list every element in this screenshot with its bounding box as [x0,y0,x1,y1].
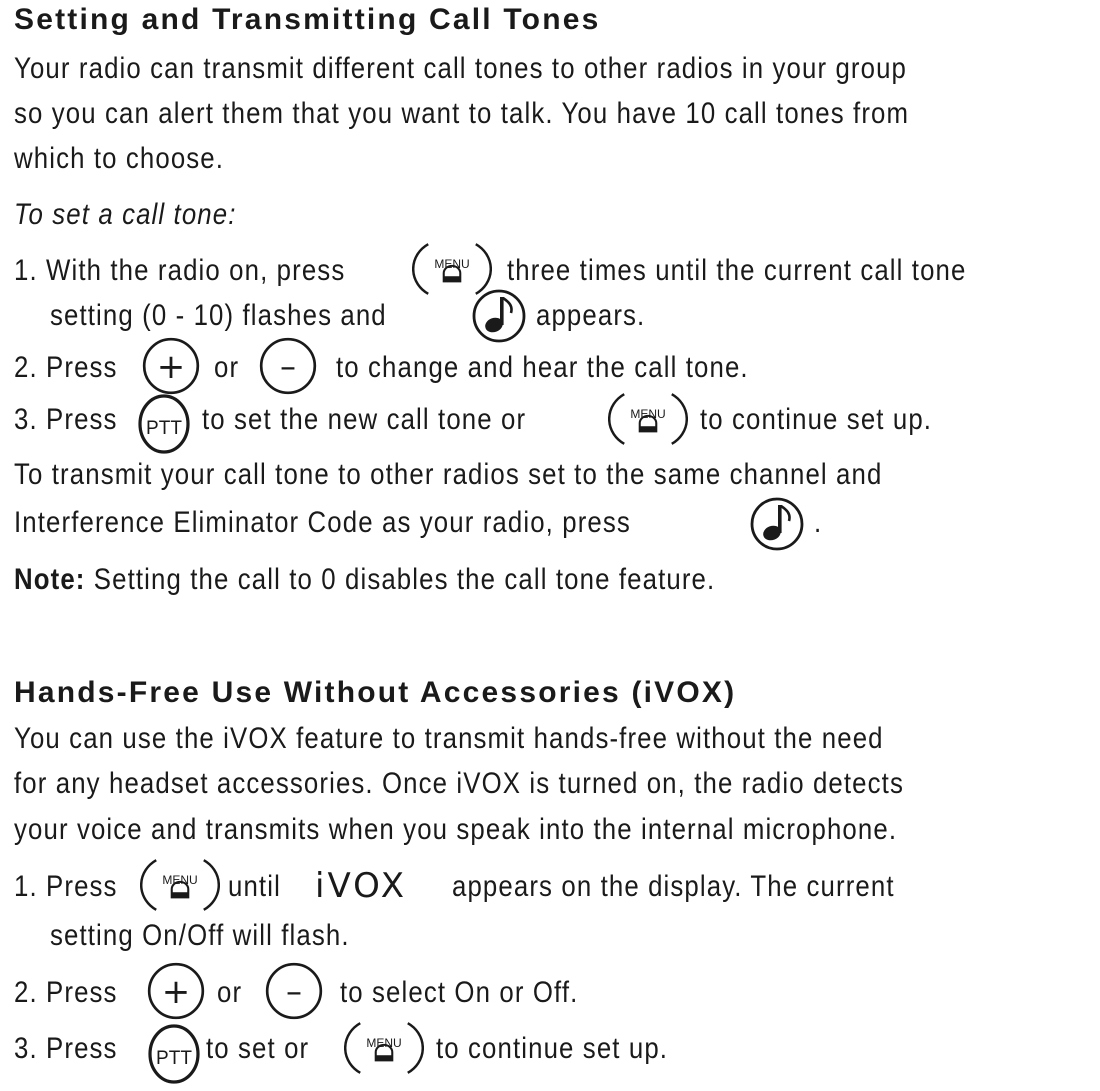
ivox-intro-line-2: for any headset accessories. Once iVOX is turned on, the radio detects [14,767,904,800]
transmit-call-tone-period: . [814,506,823,539]
ptt-button-icon [143,1022,205,1086]
note-line [14,562,715,598]
minus-button-icon [255,337,321,395]
ivox-step-1-text-a: 1. Press [14,870,118,903]
ivox-step-2-text-c: to select On or Off. [340,976,579,1009]
ivox-step-2-or: or [217,976,243,1009]
call-tone-step-2-text-c: to change and hear the call tone. [336,351,749,384]
transmit-call-tone-line-1: To transmit your call tone to other radios set to the same channel and [14,458,883,491]
plus-icon-label: + [156,347,186,387]
note-label: Note: [14,563,86,596]
section-title-call-tones: Setting and Transmitting Call Tones [14,3,601,36]
menu-icon-label: MENU [162,873,198,887]
call-tones-intro-line-2: so you can alert them that you want to talk. You have 10 call tones from [14,97,910,130]
call-tone-step-1-text-d: appears. [536,299,646,332]
call-tones-intro-line-3: which to choose. [14,142,225,175]
section-title-ivox: Hands-Free Use Without Accessories (iVOX) [14,676,737,709]
ivox-step-1-text-d: setting On/Off will flash. [50,919,350,952]
plus-button-icon [138,337,204,395]
ivox-display-text: iVOX [315,866,407,906]
call-tone-step-2-or: or [214,351,240,384]
ivox-step-1-text-c: appears on the display. The current [452,870,895,903]
plus-icon-label: + [161,972,191,1012]
minus-button-icon [261,962,327,1020]
call-tone-step-3-text-a: 3. Press [14,403,118,436]
ivox-step-2-text-a: 2. Press [14,976,118,1009]
ivox-intro-line-1: You can use the iVOX feature to transmit hands-free without the need [14,722,884,755]
call-tone-step-3-text-c: to continue set up. [700,403,933,436]
ivox-step-3-text-b: to set or [206,1032,310,1065]
call-tone-step-2-text-a: 2. Press [14,351,118,384]
menu-icon-label: MENU [434,257,470,271]
menu-icon-label: MENU [366,1036,402,1050]
call-tone-note-icon [466,288,532,344]
menu-icon-label: MENU [630,407,666,421]
ptt-icon-label: PTT [146,418,182,439]
transmit-call-tone-line-2: Interference Eliminator Code as your radio, press [14,506,631,539]
call-tone-step-3-text-b: to set the new call tone or [202,403,527,436]
call-tones-intro-line-1: Your radio can transmit different call tones to other radios in your group [14,52,908,85]
minus-icon-label: – [286,972,302,1010]
call-tone-step-1-text-a: 1. With the radio on, press [14,254,346,287]
note-text: Setting the call to 0 disables the call tone feature. [93,563,716,596]
menu-button-icon [608,388,688,450]
call-tone-step-1-text-c: setting (0 - 10) flashes and [50,299,387,332]
call-tone-step-1-text-b: three times until the current call tone [507,254,967,287]
minus-icon-label: – [280,347,296,385]
ivox-intro-line-3: your voice and transmits when you speak into the internal microphone. [14,813,898,846]
call-tone-subheading: To set a call tone: [14,198,237,231]
ivox-step-1-until: until [228,870,281,903]
menu-button-icon [140,854,220,916]
plus-button-icon [143,962,209,1020]
menu-button-icon [344,1017,424,1079]
ptt-button-icon [133,392,195,456]
ivox-step-3-text-c: to continue set up. [436,1032,669,1065]
ivox-step-3-text-a: 3. Press [14,1032,118,1065]
ptt-icon-label: PTT [156,1048,192,1069]
call-tone-note-icon [744,496,810,552]
